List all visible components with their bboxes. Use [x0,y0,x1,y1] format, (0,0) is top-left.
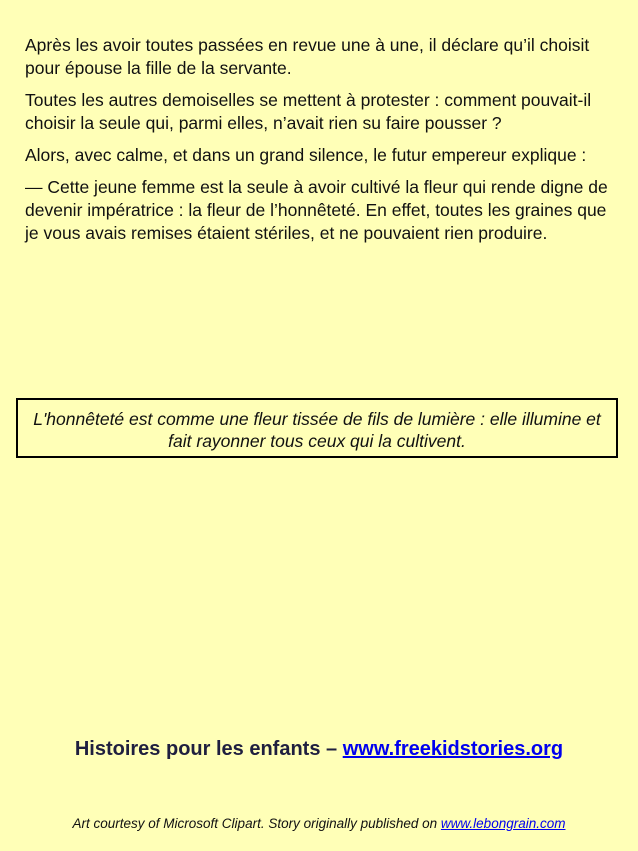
freekidstories-link[interactable]: www.freekidstories.org [342,738,564,760]
story-paragraph: Après les avoir toutes passées en revue une à une, il déclare qu’il choisit pour épouse la fille de la servante. [25,35,590,78]
story-text [25,34,615,254]
story-paragraph: Alors, avec calme, et dans un grand silence, le futur empereur explique : [25,145,587,165]
footer-title-text: Histoires pour les enfants – [74,738,343,760]
moral-quote-box [16,398,618,458]
credit-text: Art courtesy of Microsoft Clipart. Story originally published on [72,816,441,831]
lebongrain-link[interactable]: www.lebongrain.com [440,816,566,831]
moral-quote-text: L'honnêteté est comme une fleur tissée de fils de lumière : elle illumine et fait rayonner tous ceux qui la cultivent. [33,409,601,451]
story-paragraph: Toutes les autres demoiselles se mettent à protester : comment pouvait-il choisir la seule qui, parmi elles, n’avait rien su faire pousser ? [25,90,592,133]
story-paragraph: — Cette jeune femme est la seule à avoir cultivé la fleur qui rende digne de devenir impératrice : la fleur de l’honnêteté. En effet, toutes les graines que je vous avais remises étaient stériles, et ne pouvaient rien produire. [25,177,608,243]
footer-title [0,736,638,762]
art-credit [0,815,638,833]
